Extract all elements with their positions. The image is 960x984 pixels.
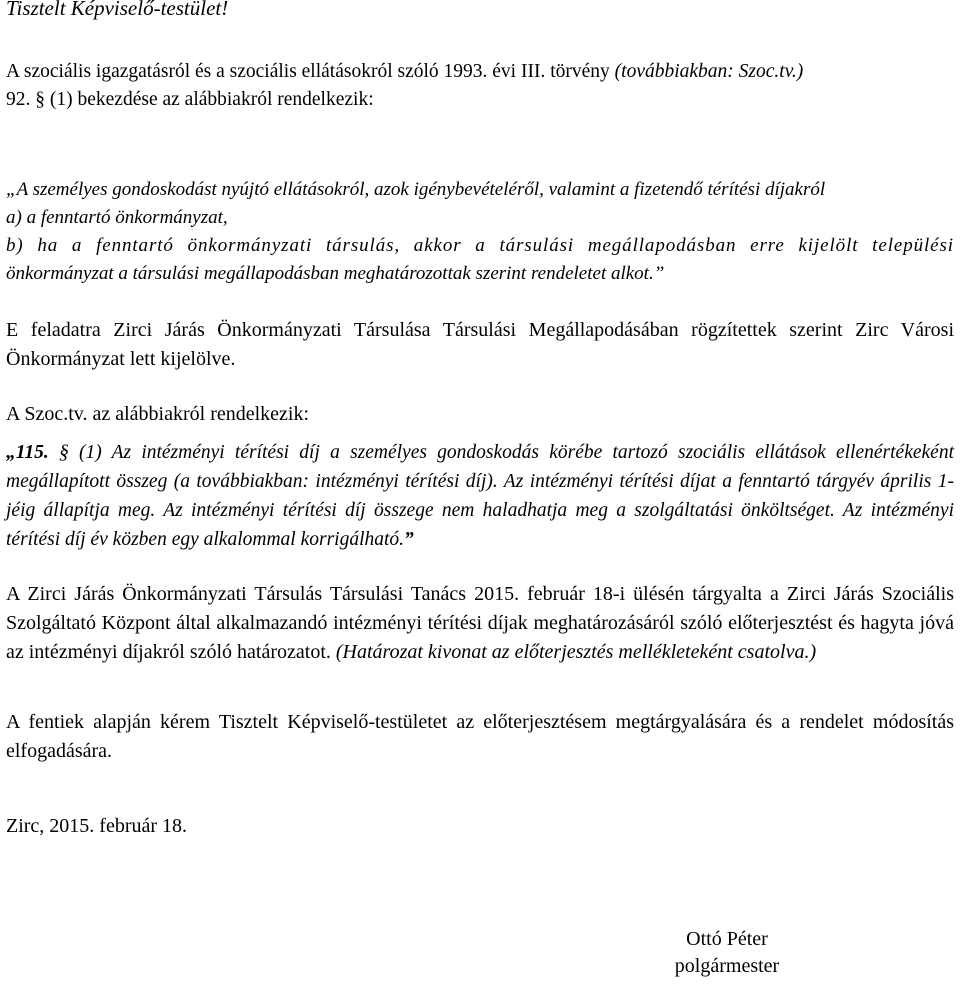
szoctv-intro-text: A Szoc.tv. az alábbiakról rendelkezik:: [6, 403, 310, 425]
law-intro-text: A szociális igazgatásról és a szociális ellátásokról szóló 1993. évi III. törvény: [6, 61, 615, 82]
section-label: „115.: [6, 442, 49, 463]
request-paragraph: [6, 708, 954, 766]
szoctv-intro: [6, 400, 954, 429]
quote-line: „A személyes gondoskodást nyújtó ellátásokról, azok igénybevételéről, valamint a fizetendő térítési díjakról: [6, 179, 826, 200]
quote-section-115: [6, 438, 954, 554]
signature-block: [657, 926, 797, 980]
quote-line: a) a fenntartó önkormányzat,: [6, 207, 228, 228]
council-text: [6, 580, 954, 667]
quote-line: b) ha a fenntartó önkormányzati társulás, akkor a társulási megállapodásban erre kijelölt települési: [6, 235, 954, 256]
law-abbreviation: (továbbiakban: Szoc.tv.): [614, 61, 804, 82]
law-section-reference: 92. § (1) bekezdése az alábbiakról rendelkezik:: [6, 89, 374, 110]
council-paragraph: [6, 580, 954, 667]
signatory-name: Ottó Péter: [686, 928, 768, 950]
quote-line: önkormányzat a társulási megállapodásban meghatározottak szerint rendeletet alkot.”: [6, 263, 665, 284]
designation-text: E feladatra Zirci Járás Önkormányzati Társulása Társulási Megállapodásában rögzítettek szerint Zirc Városi Önkormányzat lett kijelölve.: [6, 319, 954, 370]
place-date: [6, 812, 954, 841]
law-intro: [6, 58, 954, 114]
designation-paragraph: [6, 316, 954, 374]
quote-115-text: [6, 438, 954, 554]
quote-section-92: [6, 176, 954, 288]
place-date-text: Zirc, 2015. február 18.: [6, 815, 188, 837]
council-plain: A Zirci Járás Önkormányzati Társulás Társulási Tanács 2015. február 18-i ülésén tárgyalta a Zirci Járás Szociális Szolgáltató Központ által alkalmazandó intézményi térítési díjak meghatározásáról szóló előterjesztést és hagyta jóvá az intézményi díjakról szóló határozatot.: [6, 583, 954, 663]
signatory-title: polgármester: [674, 955, 780, 977]
council-attachment-note: (Határozat kivonat az előterjesztés mellékleteként csatolva.): [335, 641, 817, 663]
section-body: § (1) Az intézményi térítési díj a személyes gondoskodás körébe tartozó szociális ellátások ellenértékeként megállapított összeg (a továbbiakban: intézményi térítési díj). Az intézményi térítési díjat a fenntartó tárgyév április 1-jéig állapítja meg. Az intézményi térítési díj összege nem haladhatja meg a szolgáltatási önköltséget. Az intézményi térítési díj év közben egy alkalommal korrigálható.: [6, 442, 954, 550]
request-text: A fentiek alapján kérem Tisztelt Képviselő-testületet az előterjesztésem megtárgyalására és a rendelet módosítás elfogadására.: [6, 711, 954, 762]
salutation: Tisztelt Képviselő-testület!: [6, 0, 229, 20]
closing-quote: ”: [404, 529, 414, 550]
